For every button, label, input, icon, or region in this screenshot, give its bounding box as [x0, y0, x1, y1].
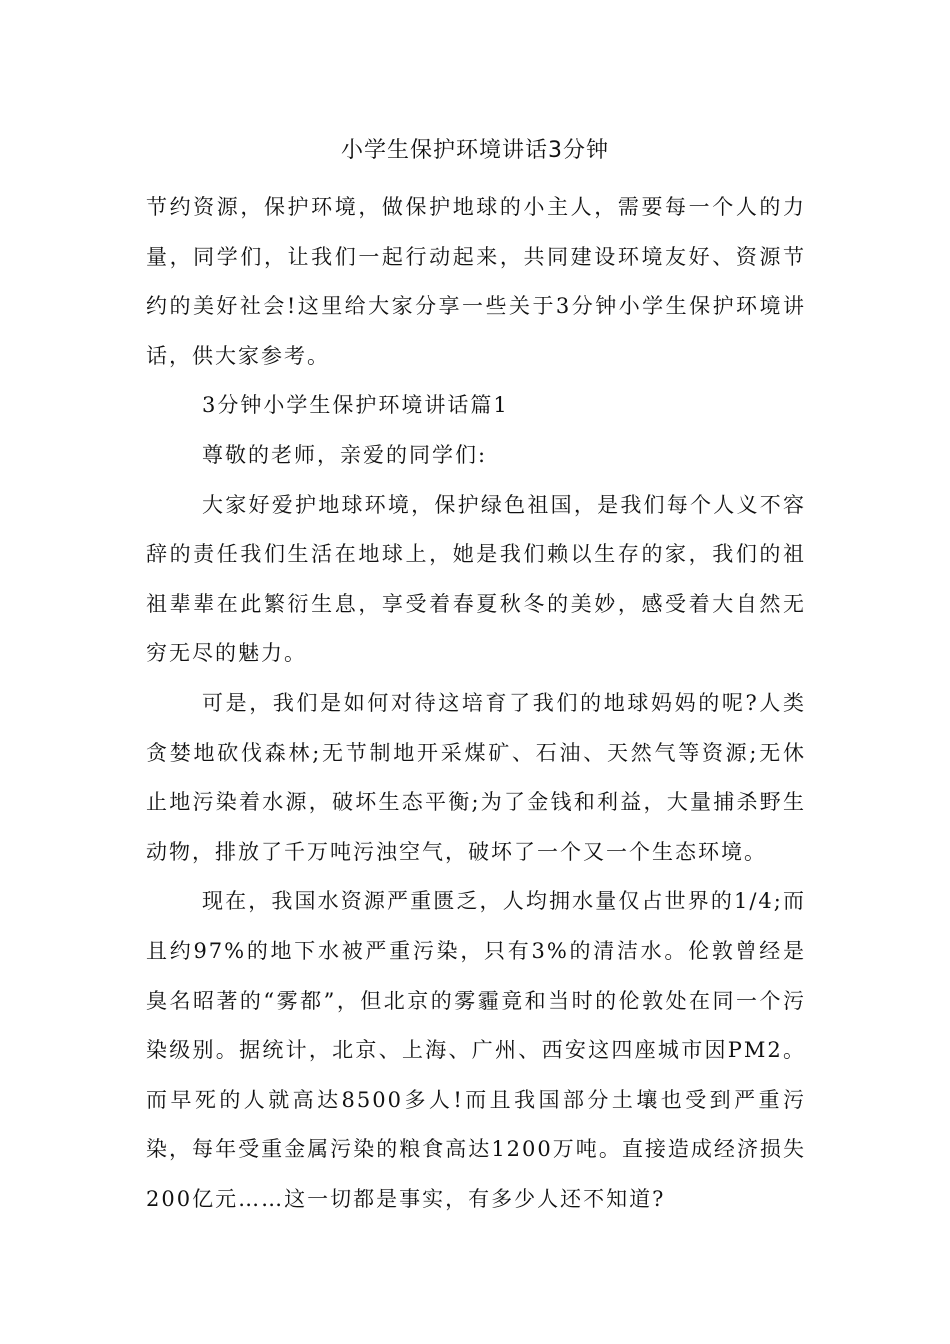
section-heading: 3分钟小学生保护环境讲话篇1: [202, 393, 509, 418]
intro-paragraph: 节约资源，保护环境，做保护地球的小主人，需要每一个人的力量，同学们，让我们一起行动起来，共同建设环境友好、资源节约的美好社会!这里给大家分享一些关于3分钟小学生保护环境讲话，供大家参考。: [146, 195, 806, 368]
document-title: 小学生保护环境讲话3分钟: [341, 138, 609, 163]
body-paragraph: 大家好爱护地球环境，保护绿色祖国，是我们每个人义不容辞的责任我们生活在地球上，她是我们赖以生存的家，我们的祖祖辈辈在此繁衍生息，享受着春夏秋冬的美妙，感受着大自然无穷无尽的魅力。: [146, 492, 806, 666]
body-paragraph: 可是，我们是如何对待这培育了我们的地球妈妈的呢?人类贪婪地砍伐森林;无节制地开采煤矿、石油、天然气等资源;无休止地污染着水源，破坏生态平衡;为了金钱和利益，大量捕杀野生动物，排放了千万吨污浊空气，破坏了一个又一个生态环境。: [146, 690, 806, 864]
salutation: 尊敬的老师，亲爱的同学们:: [202, 442, 488, 467]
document-body: [146, 183, 806, 1224]
body-paragraph: 现在，我国水资源严重匮乏，人均拥水量仅占世界的1/4;而且约97%的地下水被严重污染，只有3%的清洁水。伦敦曾经是臭名昭著的“雾都”，但北京的雾霾竟和当时的伦敦处在同一个污染级别。据统计，北京、上海、广州、西安这四座城市因PM2。而早死的人就高达8500多人!而且我国部分土壤也受到严重污染，每年受重金属污染的粮食高达1200万吨。直接造成经济损失200亿元……这一切都是事实，有多少人还不知道?: [146, 889, 806, 1211]
